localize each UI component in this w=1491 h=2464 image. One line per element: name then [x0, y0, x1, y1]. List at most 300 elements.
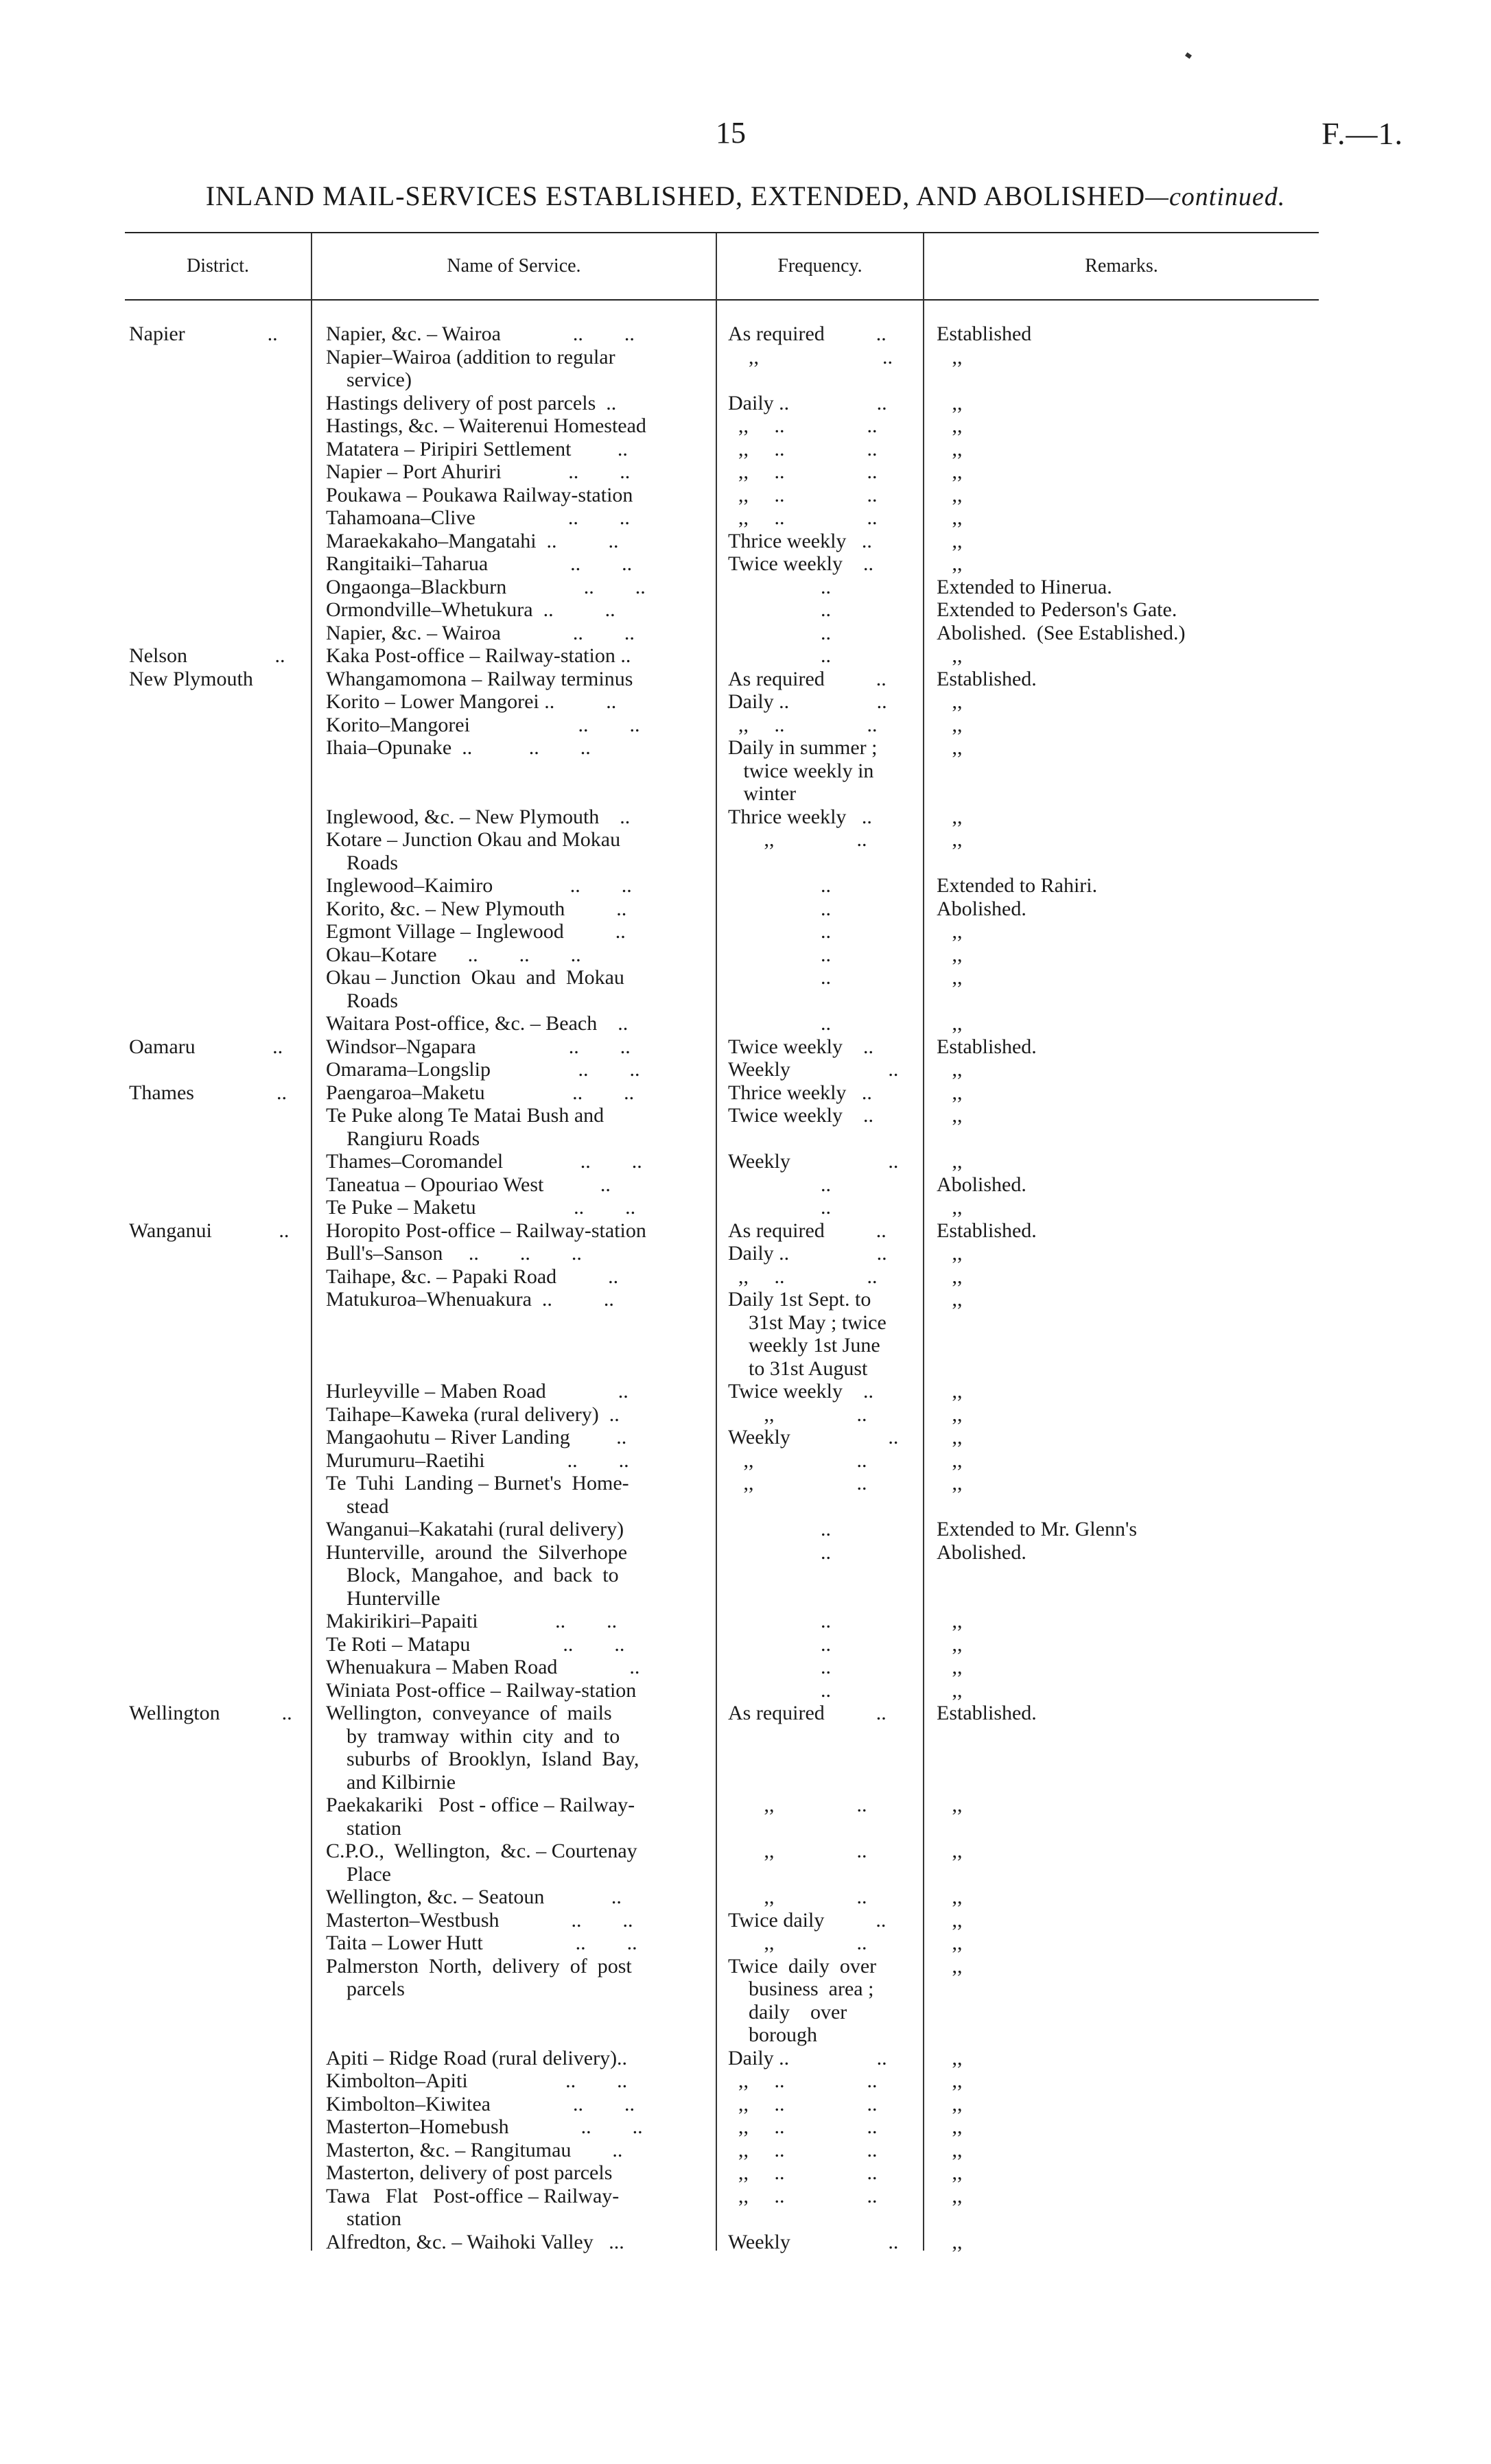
table-row [0, 1541, 1491, 1610]
frequency-cell: Daily .. .. [728, 690, 887, 713]
frequency-cell: Weekly .. [728, 2230, 899, 2253]
district-cell [125, 484, 312, 507]
remarks-cell: ,, [937, 1954, 963, 1978]
service-cell: Murumuru–Raetihi .. .. [326, 1448, 629, 1472]
service-cell: Whenuakura – Maben Road .. [326, 1656, 640, 1678]
remarks-cell: ,, [937, 1678, 963, 1702]
district-cell [125, 1403, 312, 1427]
service-cell: Omarama–Longslip .. .. [326, 1058, 640, 1081]
column-header-service: Name of Service. [447, 255, 581, 277]
remarks-cell: ,, [937, 1932, 963, 1954]
table-row [0, 2093, 1491, 2116]
table-row [0, 644, 1491, 668]
frequency-cell: ,, .. [728, 1886, 867, 1908]
remarks-cell: ,, [937, 506, 963, 529]
remarks-cell: ,, [937, 943, 963, 966]
remarks-cell: ,, [937, 1632, 963, 1656]
service-cell: Poukawa – Poukawa Railway-station [326, 483, 633, 506]
table-row [0, 1104, 1491, 1150]
service-cell: Maraekakaho–Mangatahi .. .. [326, 529, 619, 552]
remarks-cell: ,, [937, 966, 963, 989]
table-row [0, 2161, 1491, 2185]
frequency-cell: ,, .. [728, 1448, 867, 1472]
district-cell [125, 506, 312, 530]
district-cell: Thames .. [129, 1081, 287, 1104]
table-row [0, 736, 1491, 806]
district-cell [125, 1909, 312, 1932]
service-cell: Korito – Lower Mangorei .. .. [326, 690, 617, 713]
frequency-cell: ,, .. .. [728, 1265, 878, 1288]
table-row [0, 806, 1491, 829]
table-row [0, 1955, 1491, 2047]
frequency-cell: ,, .. .. [728, 713, 878, 736]
remarks-cell: ,, [937, 460, 963, 483]
frequency-cell: .. [728, 1173, 831, 1196]
mail-services-table-body [0, 322, 1491, 2253]
column-header-remarks: Remarks. [1085, 255, 1158, 277]
district-cell [125, 690, 312, 714]
table-row [0, 2047, 1491, 2070]
table-row [0, 1012, 1491, 1035]
district-cell [125, 392, 312, 415]
service-cell: Hastings delivery of post parcels .. [326, 391, 617, 414]
service-cell: Tawa Flat Post-office – Railway- station [326, 2184, 620, 2230]
remarks-cell: Abolished. [937, 897, 1026, 920]
remarks-cell: ,, [937, 391, 963, 414]
table-row [0, 1449, 1491, 1472]
district-cell [125, 828, 312, 874]
frequency-cell: ,, .. [728, 1932, 867, 1954]
frequency-cell: Weekly .. [728, 1150, 899, 1173]
service-cell: Te Puke – Maketu .. .. [326, 1196, 636, 1219]
district-cell [125, 1104, 312, 1150]
district-cell [125, 460, 312, 484]
table-row [0, 1518, 1491, 1541]
table-row [0, 690, 1491, 714]
remarks-cell: ,, [937, 552, 963, 575]
frequency-cell: .. [728, 1518, 831, 1540]
service-cell: Apiti – Ridge Road (rural delivery).. [326, 2046, 628, 2069]
frequency-cell: Twice weekly .. [728, 1035, 873, 1058]
table-row [0, 1426, 1491, 1449]
remarks-cell: ,, [937, 805, 963, 828]
table-row [0, 322, 1491, 346]
table-row [0, 484, 1491, 507]
remarks-cell: ,, [937, 736, 963, 759]
remarks-cell: ,, [937, 2046, 963, 2069]
frequency-cell: Daily 1st Sept. to 31st May ; twice weekly 1st June to 31st August [728, 1288, 887, 1380]
service-cell: Hurleyville – Maben Road .. [326, 1380, 629, 1403]
remarks-cell: Established [937, 322, 1032, 345]
remarks-cell: Established. [937, 1702, 1037, 1724]
remarks-cell: ,, [937, 1081, 963, 1104]
remarks-cell: ,, [937, 713, 963, 736]
service-cell: Paekakariki Post - office – Railway- station [326, 1794, 635, 1840]
district-cell [125, 1380, 312, 1403]
table-row [0, 392, 1491, 415]
table-row [0, 506, 1491, 530]
table-row [0, 622, 1491, 645]
frequency-cell: .. [728, 644, 831, 667]
table-row [0, 920, 1491, 943]
frequency-cell: Daily .. .. [728, 391, 887, 414]
table-row [0, 1909, 1491, 1932]
frequency-cell: .. [728, 943, 831, 966]
district-cell [125, 1679, 312, 1702]
service-cell: Masterton–Homebush .. .. [326, 2115, 643, 2138]
service-cell: Napier – Port Ahuriri .. .. [326, 460, 631, 483]
service-cell: Okau–Kotare .. .. .. [326, 943, 581, 966]
district-cell [125, 1518, 312, 1541]
column-header-district: District. [187, 255, 249, 277]
frequency-cell: ,, .. [728, 1794, 867, 1816]
frequency-cell: ,, .. .. [728, 2138, 878, 2161]
frequency-cell: .. [728, 575, 831, 598]
remarks-cell: ,, [937, 2161, 963, 2184]
district-cell [125, 714, 312, 737]
table-row [0, 1035, 1491, 1059]
district-cell [125, 1173, 312, 1197]
district-cell [125, 1610, 312, 1633]
service-cell: Kaka Post-office – Railway-station .. [326, 644, 631, 667]
district-cell [125, 1541, 312, 1610]
service-cell: Palmerston North, delivery of post parcels [326, 1954, 632, 2000]
frequency-cell: Twice daily over business area ; daily over borough [728, 1954, 877, 2046]
remarks-cell: ,, [937, 1426, 963, 1448]
district-cell: Napier .. [129, 322, 278, 345]
remarks-cell: Extended to Mr. Glenn's [937, 1518, 1138, 1540]
service-cell: C.P.O., Wellington, &c. – Courtenay Place [326, 1840, 637, 1886]
district-cell [125, 1932, 312, 1955]
remarks-cell: ,, [937, 690, 963, 713]
frequency-cell: Thrice weekly .. [728, 1081, 872, 1104]
table-row [0, 2139, 1491, 2162]
service-cell: Taita – Lower Hutt .. .. [326, 1932, 637, 1954]
service-cell: Egmont Village – Inglewood .. [326, 920, 626, 943]
service-cell: Inglewood, &c. – New Plymouth .. [326, 805, 631, 828]
column-header-frequency: Frequency. [777, 255, 862, 277]
frequency-cell: .. [728, 1610, 831, 1632]
service-cell: Matukuroa–Whenuakura .. .. [326, 1288, 614, 1311]
frequency-cell: Twice weekly .. [728, 1104, 873, 1127]
service-cell: Tahamoana–Clive .. .. [326, 506, 630, 529]
table-row [0, 1633, 1491, 1656]
district-cell [125, 1012, 312, 1035]
remarks-cell: ,, [937, 529, 963, 552]
remarks-cell: ,, [937, 2138, 963, 2161]
frequency-cell: Twice daily .. [728, 1908, 887, 1932]
title-part-1: NLAND [215, 180, 323, 211]
table-row [0, 943, 1491, 967]
frequency-cell: ,, .. [728, 1403, 867, 1426]
district-cell [125, 1794, 312, 1840]
table-row [0, 530, 1491, 553]
remarks-cell: ,, [937, 414, 963, 437]
district-cell: Wellington .. [129, 1702, 292, 1724]
district-cell [125, 414, 312, 438]
frequency-cell: ,, .. [728, 1840, 867, 1862]
service-cell: Napier, &c. – Wairoa .. .. [326, 621, 635, 644]
district-cell [125, 806, 312, 829]
frequency-cell: .. [728, 621, 831, 644]
remarks-cell: ,, [937, 1196, 963, 1219]
remarks-cell: ,, [937, 1886, 963, 1908]
frequency-cell: Twice weekly .. [728, 552, 873, 575]
table-row [0, 1081, 1491, 1105]
table-row [0, 1150, 1491, 1173]
service-cell: Masterton, &c. – Rangitumau .. [326, 2138, 623, 2161]
district-cell [125, 438, 312, 461]
frequency-cell: .. [728, 1540, 831, 1564]
remarks-cell: ,, [937, 1012, 963, 1035]
remarks-cell: ,, [937, 1380, 963, 1403]
service-cell: Korito, &c. – New Plymouth .. [326, 897, 627, 920]
remarks-cell: Extended to Pederson's Gate. [937, 598, 1177, 621]
remarks-cell: ,, [937, 1288, 963, 1311]
service-cell: Hastings, &c. – Waiterenui Homestead [326, 414, 646, 437]
service-cell: Ihaia–Opunake .. .. .. [326, 736, 591, 759]
remarks-cell: Established. [937, 1035, 1037, 1058]
district-cell [125, 966, 312, 1012]
frequency-cell: ,, .. .. [728, 2092, 878, 2115]
table-row [0, 1265, 1491, 1289]
service-cell: Wanganui–Kakatahi (rural delivery) [326, 1518, 624, 1540]
service-cell: Korito–Mangorei .. .. [326, 713, 640, 736]
remarks-cell: ,, [937, 2115, 963, 2138]
remarks-cell: ,, [937, 1403, 963, 1426]
remarks-cell: Abolished. [937, 1173, 1026, 1196]
service-cell: Waitara Post-office, &c. – Beach .. [326, 1012, 629, 1035]
service-cell: Te Tuhi Landing – Burnet's Home- stead [326, 1472, 629, 1518]
service-cell: Alfredton, &c. – Waihoki Valley ... [326, 2230, 624, 2253]
district-cell [125, 1058, 312, 1081]
remarks-cell: ,, [937, 1104, 963, 1127]
district-cell [125, 598, 312, 622]
district-cell [125, 920, 312, 943]
frequency-cell: ,, .. .. [728, 2161, 878, 2184]
table-row [0, 1242, 1491, 1265]
district-cell [125, 1449, 312, 1472]
table-row [0, 414, 1491, 438]
frequency-cell: Daily in summer ; twice weekly in winter [728, 736, 878, 805]
frequency-cell: As required .. [728, 1219, 887, 1242]
remarks-cell: ,, [937, 2069, 963, 2092]
frequency-cell: ,, .. .. [728, 2069, 878, 2092]
remarks-cell: ,, [937, 644, 963, 667]
frequency-cell: .. [728, 1196, 831, 1219]
table-row [0, 2231, 1491, 2254]
district-cell: Wanganui .. [129, 1219, 290, 1242]
table-row [0, 966, 1491, 1012]
table-row [0, 714, 1491, 737]
table-row [0, 1656, 1491, 1679]
frequency-cell: ,, .. .. [728, 2115, 878, 2138]
frequency-cell: .. [728, 1678, 831, 1702]
remarks-cell: ,, [937, 2092, 963, 2115]
district-cell [125, 622, 312, 645]
district-cell [125, 1196, 312, 1219]
frequency-cell: .. [728, 966, 831, 989]
remarks-cell: ,, [937, 1794, 963, 1816]
service-cell: Horopito Post-office – Railway-station [326, 1219, 646, 1242]
title-initial-2: M [322, 180, 348, 211]
table-row [0, 874, 1491, 897]
remarks-cell: ,, [937, 1150, 963, 1173]
table-row [0, 1840, 1491, 1886]
frequency-cell: .. [728, 874, 831, 897]
district-cell [125, 1288, 312, 1380]
remarks-cell: ,, [937, 1448, 963, 1472]
frequency-cell: As required .. [728, 322, 887, 345]
remarks-cell: ,, [937, 1242, 963, 1265]
service-cell: Taneatua – Opouriao West .. [326, 1173, 611, 1196]
service-cell: Inglewood–Kaimiro .. .. [326, 874, 632, 897]
remarks-cell: ,, [937, 2230, 963, 2253]
service-cell: Winiata Post-office – Railway-station [326, 1678, 637, 1702]
service-cell: Kimbolton–Kiwitea .. .. [326, 2092, 635, 2115]
remarks-cell: Established. [937, 667, 1037, 690]
table-header-rule [125, 299, 1319, 301]
table-row [0, 598, 1491, 622]
district-cell [125, 2231, 312, 2254]
service-cell: Wellington, conveyance of mails by tramway within city and to suburbs of Brooklyn, Island Bay, and Kilbirnie [326, 1702, 639, 1794]
district-cell [125, 2161, 312, 2185]
table-row [0, 2069, 1491, 2093]
service-cell: Matatera – Piripiri Settlement .. [326, 437, 628, 460]
frequency-cell: .. [728, 1656, 831, 1678]
table-row [0, 1679, 1491, 1702]
page-title [0, 180, 1491, 212]
table-row [0, 1932, 1491, 1955]
district-cell [125, 1426, 312, 1449]
frequency-cell: ,, .. .. [728, 437, 878, 460]
table-row [0, 668, 1491, 691]
frequency-cell: Weekly .. [728, 1058, 899, 1081]
district-cell [125, 2093, 312, 2116]
district-cell [125, 2069, 312, 2093]
service-cell: Kimbolton–Apiti .. .. [326, 2069, 628, 2092]
service-cell: Ormondville–Whetukura .. .. [326, 598, 615, 621]
remarks-cell: Abolished. [937, 1540, 1026, 1564]
table-row [0, 897, 1491, 921]
remarks-cell: ,, [937, 828, 963, 851]
service-cell: Masterton, delivery of post parcels [326, 2161, 613, 2184]
remarks-cell: ,, [937, 1472, 963, 1494]
title-continued: —continued. [1145, 183, 1286, 211]
table-row [0, 1702, 1491, 1794]
district-cell [125, 1886, 312, 1909]
service-cell: Okau – Junction Okau and Mokau Roads [326, 966, 624, 1012]
table-row [0, 1472, 1491, 1518]
frequency-cell: ,, .. [728, 1472, 867, 1494]
remarks-cell: ,, [937, 1265, 963, 1288]
frequency-cell: ,, .. .. [728, 483, 878, 506]
district-cell [125, 1242, 312, 1265]
district-cell [125, 1150, 312, 1173]
frequency-cell: .. [728, 598, 831, 621]
district-cell [125, 1633, 312, 1656]
table-row [0, 460, 1491, 484]
service-cell: Bull's–Sanson .. .. .. [326, 1242, 582, 1265]
table-row [0, 2115, 1491, 2139]
table-top-rule [125, 232, 1319, 233]
service-cell: Napier, &c. – Wairoa .. .. [326, 322, 635, 345]
remarks-cell: ,, [937, 1656, 963, 1678]
frequency-cell: .. [728, 897, 831, 920]
frequency-cell: Thrice weekly .. [728, 529, 872, 552]
district-cell [125, 2115, 312, 2139]
page-number: 15 [716, 116, 746, 150]
service-cell: Kotare – Junction Okau and Mokau Roads [326, 828, 621, 874]
frequency-cell: ,, .. .. [728, 506, 878, 529]
remarks-cell: ,, [937, 483, 963, 506]
remarks-cell: Established. [937, 1219, 1037, 1242]
frequency-cell: Thrice weekly .. [728, 805, 872, 828]
district-cell [125, 1656, 312, 1679]
document-reference: F.—1. [1322, 116, 1403, 151]
service-cell: Masterton–Westbush .. .. [326, 1908, 633, 1932]
service-cell: Te Puke along Te Matai Bush and Rangiuru Roads [326, 1104, 604, 1150]
table-row [0, 1794, 1491, 1840]
frequency-cell: As required .. [728, 667, 887, 690]
district-cell: Oamaru .. [129, 1035, 283, 1058]
remarks-cell: ,, [937, 1908, 963, 1932]
district-cell [125, 736, 312, 806]
table-row [0, 1380, 1491, 1403]
frequency-cell: Daily .. .. [728, 1242, 887, 1265]
district-cell: New Plymouth [129, 667, 253, 690]
service-cell: Makirikiri–Papaiti .. .. [326, 1610, 618, 1632]
service-cell: Te Roti – Matapu .. .. [326, 1632, 625, 1656]
remarks-cell: ,, [937, 920, 963, 943]
table-row [0, 1196, 1491, 1219]
remarks-cell: ,, [937, 437, 963, 460]
frequency-cell: As required .. [728, 1702, 887, 1724]
district-cell: Nelson .. [129, 644, 285, 667]
frequency-cell: ,, .. .. [728, 460, 878, 483]
frequency-cell: .. [728, 1632, 831, 1656]
table-row [0, 552, 1491, 576]
district-cell [125, 2139, 312, 2162]
remarks-cell: ,, [937, 1058, 963, 1081]
service-cell: Whangamomona – Railway terminus [326, 667, 633, 690]
frequency-cell: .. [728, 1012, 831, 1035]
table-row [0, 2185, 1491, 2231]
service-cell: Rangitaiki–Taharua .. .. [326, 552, 633, 575]
remarks-cell: Extended to Hinerua. [937, 575, 1112, 598]
service-cell: Hunterville, around the Silverhope Block, Mangahoe, and back to Hunterville [326, 1540, 628, 1610]
frequency-cell: ,, .. .. [728, 414, 878, 437]
district-cell [125, 1955, 312, 2047]
district-cell [125, 576, 312, 599]
table-row [0, 1058, 1491, 1081]
frequency-cell: Daily .. .. [728, 2046, 887, 2069]
service-cell: Taihape–Kaweka (rural delivery) .. [326, 1403, 620, 1426]
service-cell: Mangaohutu – River Landing .. [326, 1426, 627, 1448]
title-part-2: AIL-SERVICES ESTABLISHED, EXTENDED, AND ABOLISHED [347, 180, 1146, 211]
table-row [0, 346, 1491, 392]
district-cell [125, 874, 312, 897]
remarks-cell: ,, [937, 2184, 963, 2207]
ink-speck [1185, 52, 1192, 59]
table-row [0, 1886, 1491, 1909]
district-cell [125, 346, 312, 392]
table-row [0, 1173, 1491, 1197]
district-cell [125, 530, 312, 553]
table-row [0, 1403, 1491, 1427]
remarks-cell: ,, [937, 1840, 963, 1862]
table-row [0, 1288, 1491, 1380]
